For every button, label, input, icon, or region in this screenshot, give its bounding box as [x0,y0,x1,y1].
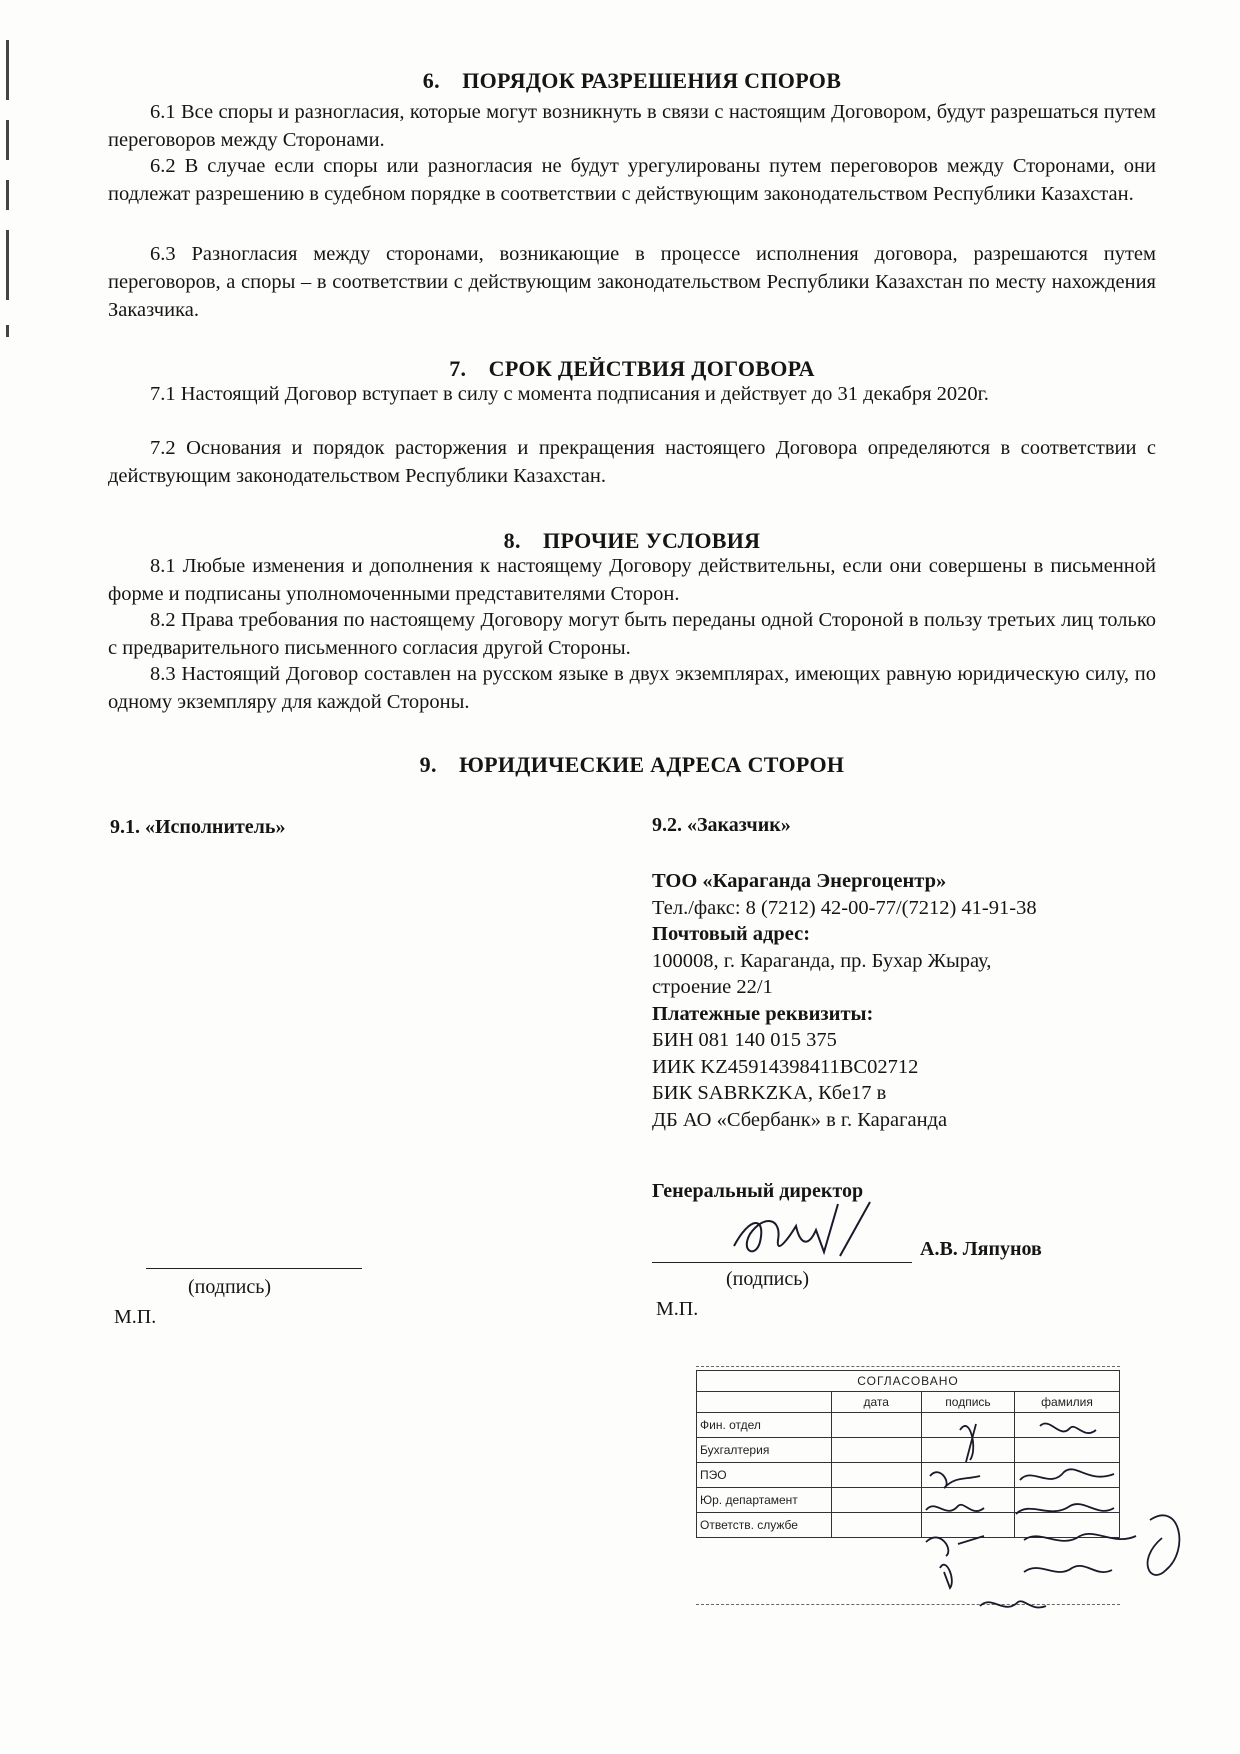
customer-bank: ДБ АО «Сбербанк» в г. Караганда [652,1108,948,1131]
customer-heading: 9.2. «Заказчик» [652,814,791,836]
approval-row-label: Ответств. службе [697,1513,832,1538]
executor-stamp-place: М.П. [114,1306,157,1328]
approval-row-label: Юр. департамент [697,1488,832,1513]
stamp-handwritten-signatures-icon [900,1410,1200,1630]
clause-6-2: 6.2 В случае если споры или разногласия не будут урегулированы путем переговоров между Сторонами, они подлежат разрешению в судебном порядке в соответствии с действующим законодательством Республики Казахстан. [108,155,1156,205]
clause-6-1: 6.1 Все споры и разногласия, которые могут возникнуть в связи с настоящим Договором, будут разрешаться путем переговоров между Сторонами. [108,101,1156,151]
section-7-title: 7. СРОК ДЕЙСТВИЯ ДОГОВОРА [449,356,815,381]
approval-col-signature: подпись [921,1392,1014,1413]
executor-signature-caption: (подпись) [188,1276,272,1298]
executor-heading: 9.1. «Исполнитель» [110,816,286,838]
section-8-title: 8. ПРОЧИЕ УСЛОВИЯ [503,528,761,553]
customer-address-line2: строение 22/1 [652,976,773,998]
customer-bik: БИК SABRKZKA, Кбе17 в [652,1082,887,1104]
customer-phone: Тел./факс: 8 (7212) 42-00-77/(7212) 41-91-38 [652,896,1037,919]
approval-col-surname: фамилия [1015,1392,1120,1413]
customer-bin: БИН 081 140 015 375 [652,1029,837,1051]
clause-7-2: 7.2 Основания и порядок расторжения и прекращения настоящего Договора определяются в соответствии с действующим законодательством Республики Казахстан. [108,437,1156,487]
approval-col-date: дата [831,1392,921,1413]
section-6-title: 6. ПОРЯДОК РАЗРЕШЕНИЯ СПОРОВ [422,68,842,93]
approval-title: СОГЛАСОВАНО [697,1371,1120,1392]
customer-handwritten-signature-icon [720,1196,890,1276]
executor-signature-line [146,1268,362,1269]
customer-company: ТОО «Караганда Энергоцентр» [652,870,947,892]
clause-7-1: 7.1 Настоящий Договор вступает в силу с момента подписания и действует до 31 декабря 2020г. [150,383,989,405]
section-9-title: 9. ЮРИДИЧЕСКИЕ АДРЕСА СТОРОН [419,752,845,777]
clause-8-3: 8.3 Настоящий Договор составлен на русском языке в двух экземплярах, имеющих равную юридическую силу, по одному экземпляру для каждой Стороны. [108,663,1156,713]
customer-postal-label: Почтовый адрес: [652,923,811,945]
approval-row-label: Бухгалтерия [697,1438,832,1463]
approval-row-label: Фин. отдел [697,1413,832,1438]
customer-address-line1: 100008, г. Караганда, пр. Бухар Жырау, [652,949,992,972]
clause-8-1: 8.1 Любые изменения и дополнения к настоящему Договору действительны, если они совершены в письменной форме и подписаны уполномоченными представителями Сторон. [108,555,1156,605]
customer-signer-name: А.В. Ляпунов [920,1238,1042,1260]
customer-position: Генеральный директор [652,1180,864,1202]
customer-stamp-place: М.П. [656,1298,699,1320]
customer-payment-label: Платежные реквизиты: [652,1002,874,1025]
clause-6-3: 6.3 Разногласия между сторонами, возникающие в процессе исполнения договора, разрешаются путем переговоров, а споры – в соответствии с действующим законодательством Республики Казахстан по месту нахождения Заказчика. [108,243,1156,321]
approval-col-dept [697,1392,832,1413]
approval-row-label: ПЭО [697,1463,832,1488]
customer-signature-caption: (подпись) [726,1268,810,1290]
scan-margin-marks [6,40,10,360]
stamp-top-rule [696,1366,1120,1367]
clause-8-2: 8.2 Права требования по настоящему Договору могут быть переданы одной Стороной в пользу третьих лиц только с предварительного письменного согласия другой Стороны. [108,609,1156,659]
customer-details [652,868,1172,1133]
customer-iik: ИИК KZ45914398411BC02712 [652,1055,919,1078]
